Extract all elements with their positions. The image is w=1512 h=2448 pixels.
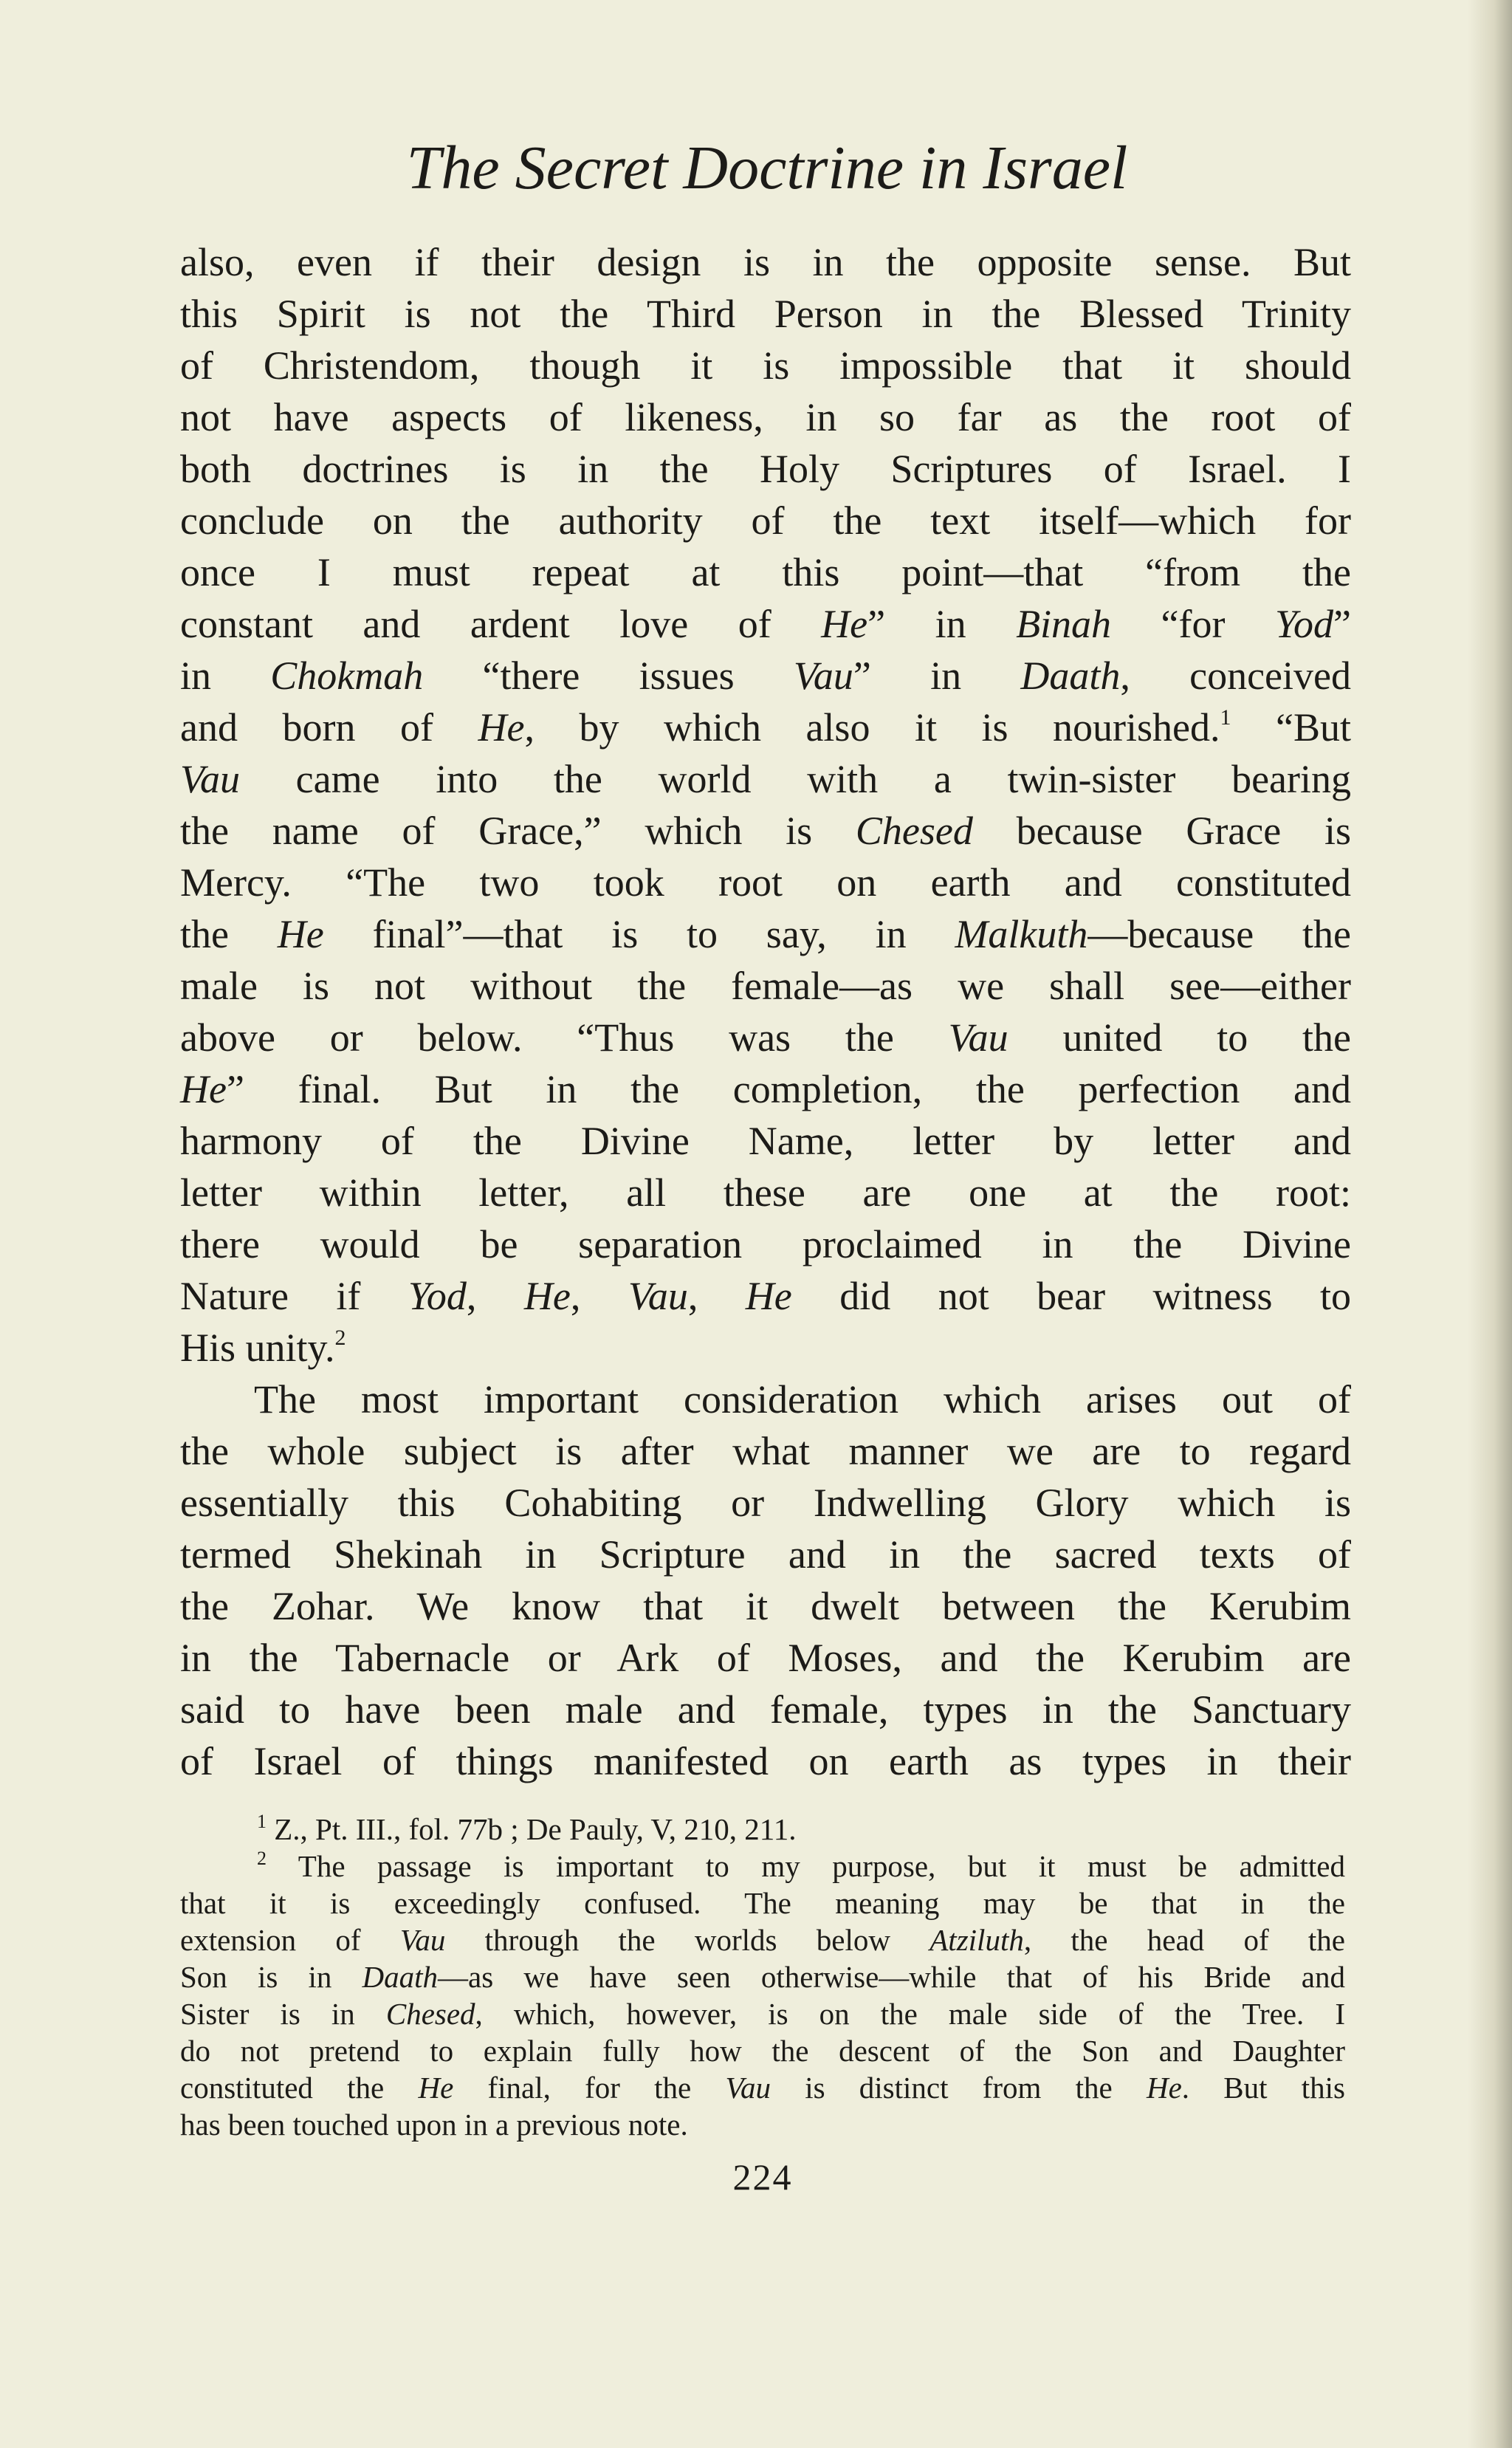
body-line: Mercy. “The two took root on earth and constituted: [180, 860, 1351, 905]
body-line: in the Tabernacle or Ark of Moses, and the Kerubim are: [180, 1636, 1351, 1680]
body-line: essentially this Cohabiting or Indwelling Glory which is: [180, 1481, 1351, 1525]
body-line: both doctrines is in the Holy Scriptures of Israel. I: [180, 447, 1351, 491]
body-line: He” final. But in the completion, the perfection and: [180, 1067, 1351, 1111]
body-line: in Chokmah “there issues Vau” in Daath, conceived: [180, 654, 1351, 698]
footnote-2-line: that it is exceedingly confused. The meaning may be that in the: [180, 1886, 1345, 1920]
footnote-2-line: do not pretend to explain fully how the descent of the Son and Daughter: [180, 2034, 1345, 2068]
body-line: of Israel of things manifested on earth as types in their: [180, 1739, 1351, 1783]
body-line: of Christendom, though it is impossible that it should: [180, 343, 1351, 388]
paragraph-start-line: The most important consideration which arises out of: [254, 1377, 1351, 1422]
body-line: said to have been male and female, types in the Sanctuary: [180, 1687, 1351, 1732]
footnote-ref-2[interactable]: 2: [334, 1326, 346, 1350]
body-line: this Spirit is not the Third Person in the Blessed Trinity: [180, 292, 1351, 336]
footnote-2-line: extension of Vau through the worlds below Atziluth, the head of the: [180, 1923, 1345, 1957]
footnote-2-line: has been touched upon in a previous note.: [180, 2108, 688, 2142]
body-line: Nature if Yod, He, Vau, He did not bear witness to: [180, 1274, 1352, 1318]
body-line: there would be separation proclaimed in the Divine: [180, 1222, 1351, 1266]
body-line: also, even if their design is in the opposite sense. But: [180, 240, 1351, 284]
body-line: the Zohar. We know that it dwelt between the Kerubim: [180, 1584, 1351, 1628]
body-line: and born of He, by which also it is nourished.$^1$ “But: [180, 705, 1351, 750]
body-line: the whole subject is after what manner we are to regard: [180, 1429, 1351, 1473]
body-line: male is not without the female—as we shall see—either: [180, 964, 1351, 1008]
footnotes: [180, 1811, 1345, 2143]
footnote-2-line: constituted the He final, for the Vau is distinct from the He. But this: [180, 2071, 1345, 2105]
running-head: The Secret Doctrine in Israel: [406, 134, 1128, 202]
footnote-ref-1[interactable]: 1: [1220, 705, 1231, 730]
footnote-1: $^1$ Z., Pt. III., fol. 77b ; De Pauly, V, 210, 211.: [257, 1811, 797, 1846]
body-line: harmony of the Divine Name, letter by letter and: [180, 1119, 1351, 1163]
body-line: above or below. “Thus was the Vau united to the: [180, 1015, 1352, 1060]
body-line: termed Shekinah in Scripture and in the sacred texts of: [180, 1532, 1351, 1577]
body-line: Vau came into the world with a twin-sister bearing: [180, 757, 1351, 801]
body-line: letter within letter, all these are one at the root:: [180, 1170, 1351, 1215]
body-line: His unity.$^2$: [180, 1326, 346, 1370]
body-text: [180, 236, 1351, 1787]
body-line: conclude on the authority of the text itself—which for: [180, 498, 1351, 543]
page-number: 224: [732, 2156, 793, 2198]
footnote-2-line: Sister is in Chesed, which, however, is on the male side of the Tree. I: [180, 1997, 1345, 2031]
footnote-2-line: $^2$ The passage is important to my purpose, but it must be admitted: [257, 1848, 1345, 1883]
body-line: the He final”—that is to say, in Malkuth—because the: [180, 912, 1351, 956]
page-edge-shadow: [1468, 0, 1512, 2448]
body-line: the name of Grace,” which is Chesed because Grace is: [180, 809, 1351, 853]
footnote-2-line: Son is in Daath—as we have seen otherwise—while that of his Bride and: [180, 1960, 1345, 1994]
body-line: not have aspects of likeness, in so far as the root of: [180, 395, 1351, 439]
body-line: constant and ardent love of He” in Binah “for Yod”: [180, 602, 1351, 646]
body-line: once I must repeat at this point—that “from the: [180, 550, 1351, 594]
